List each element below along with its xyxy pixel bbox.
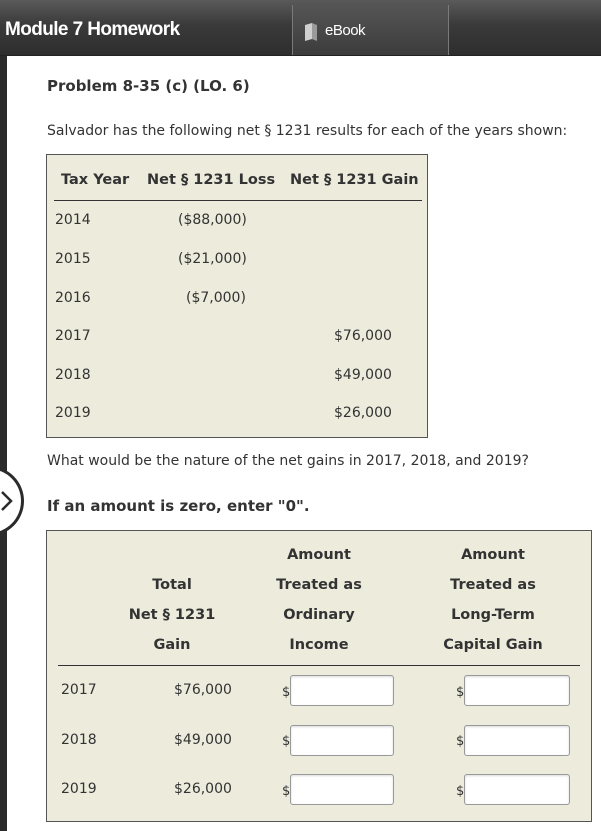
row-gain: $76,000 [334, 328, 392, 344]
results-table [46, 154, 428, 438]
dollar-sign: $ [456, 685, 465, 700]
ordinary-income-input[interactable] [290, 774, 394, 805]
header-divider [58, 665, 580, 666]
long-term-capital-gain-input[interactable] [464, 725, 570, 756]
chevron-right-icon[interactable] [0, 490, 16, 512]
row-year: 2017 [61, 682, 97, 698]
dollar-sign: $ [282, 734, 291, 749]
row-year: 2016 [55, 290, 91, 306]
row-total-gain: $26,000 [174, 781, 232, 797]
row-year: 2019 [61, 781, 97, 797]
dollar-sign: $ [456, 734, 465, 749]
col-header-ordinary-income: Amount Treated as Ordinary Income [276, 547, 362, 653]
question-text: What would be the nature of the net gains in 2017, 2018, and 2019? [47, 453, 529, 469]
row-loss: ($7,000) [186, 290, 246, 306]
tab-ebook-label: eBook [325, 22, 366, 39]
header-bar [0, 0, 601, 56]
col-header-net-loss: Net § 1231 Loss [147, 172, 276, 188]
row-total-gain: $76,000 [174, 682, 232, 698]
problem-intro: Salvador has the following net § 1231 results for each of the years shown: [47, 123, 568, 139]
row-total-gain: $49,000 [174, 732, 232, 748]
long-term-capital-gain-input[interactable] [464, 774, 570, 805]
row-gain: $26,000 [334, 405, 392, 421]
col-header-tax-year: Tax Year [61, 172, 130, 188]
ordinary-income-input[interactable] [290, 675, 394, 706]
zero-instruction: If an amount is zero, enter "0". [47, 497, 310, 515]
assignment-title: Module 7 Homework [5, 19, 180, 40]
book-icon [303, 22, 319, 42]
header-divider [54, 200, 422, 201]
row-gain: $49,000 [334, 367, 392, 383]
row-year: 2015 [55, 251, 91, 267]
row-loss: ($88,000) [178, 212, 247, 228]
row-year: 2014 [55, 212, 91, 228]
long-term-capital-gain-input[interactable] [464, 675, 570, 706]
dollar-sign: $ [282, 685, 291, 700]
row-year: 2018 [55, 367, 91, 383]
col-header-long-term-capital-gain: Amount Treated as Long-Term Capital Gain [443, 547, 543, 653]
ordinary-income-input[interactable] [290, 725, 394, 756]
dollar-sign: $ [282, 784, 291, 799]
col-header-net-gain: Net § 1231 Gain [290, 172, 419, 188]
dollar-sign: $ [456, 784, 465, 799]
answer-table [46, 530, 592, 822]
row-year: 2018 [61, 732, 97, 748]
row-loss: ($21,000) [178, 251, 247, 267]
problem-title: Problem 8-35 (c) (LO. 6) [47, 77, 250, 95]
col-header-total-gain: Total Net § 1231 Gain [128, 577, 216, 653]
tab-ebook[interactable] [292, 5, 449, 55]
row-year: 2017 [55, 328, 91, 344]
row-year: 2019 [55, 405, 91, 421]
